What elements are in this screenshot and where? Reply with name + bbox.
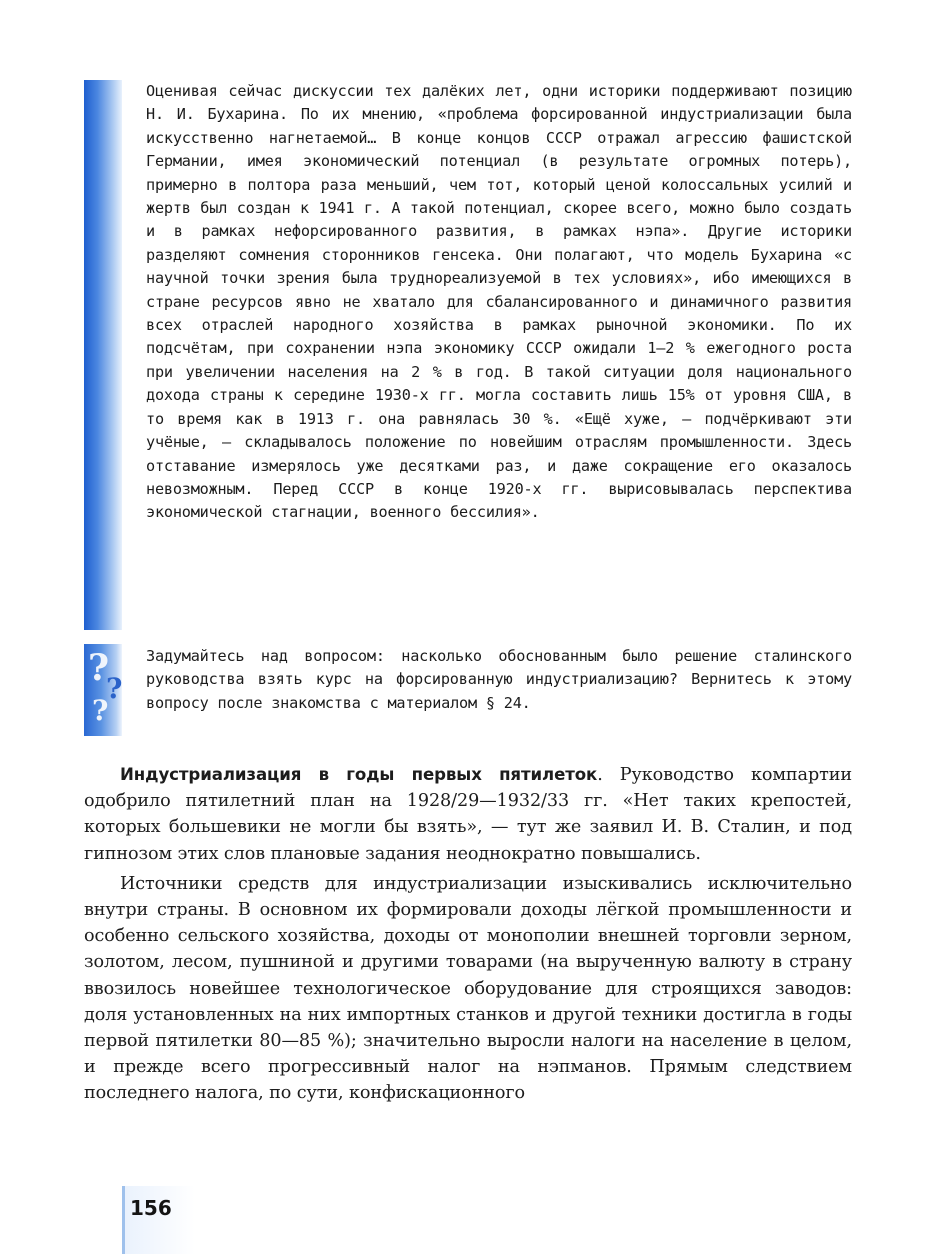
historiography-block: Оценивая сейчас дискуссии тех далёких лет, одни историки поддерживают позицию Н. И. Бухарина. По их мнению, «проблема форсированной индустриализации была искусственно нагнетаемой… В конце концов СССР отражал агрессию фашистской Германии, имея экономический потенциал (в результате огромных потерь), примерно в полтора раза меньший, чем тот, который ценой колоссальных усилий и жертв был создан к 1941 г. А такой потенциал, скорее всего, можно было создать и в рамках нефорсированного развития, в рамках нэпа». Другие историки разделяют сомнения сторонников генсека. Они полагают, что модель Бухарина «с научной точки зрения была труднореализуемой в тех условиях», ибо имеющихся в стране ресурсов явно не хватало для сбалансированного и динамичного развития всех отраслей народного хозяйства в рамках рыночной экономики. По их подсчётам, при сохранении нэпа экономику СССР ожидали 1—2 % ежегодного роста при увеличении населения на 2 % в год. В такой ситуации доля национального дохода страны к середине 1930-х гг. могла составить лишь 15% от уровня США, в то время как в 1913 г. она равнялась 30 %. «Ещё хуже, — подчёркивают эти учёные, — складывалось положение по новейшим отраслям промышленности. Здесь отставание измерялось уже десятками раз, и даже сокращение его оказалось невозможным. Перед СССР в конце 1920-х гг. вырисовывалась перспектива экономической стагнации, военного бессилия». — [146, 82, 852, 522]
paragraph-1-text: . Руководство компартии одобрило пятилетний план на 1928/29—1932/33 гг. «Нет таких крепостей, которых большевики не могли бы взять», — тут же заявил И. В. Сталин, и под гипнозом этих слов плановые задания неоднократно повышались. — [84, 765, 852, 864]
paragraph-2: Источники средств для индустриализации изыскивались исключительно внутри страны. В основном их формировали доходы лёгкой промышленности и особенно сельского хозяйства, доходы от монополии внешней торговли зерном, золотом, лесом, пушниной и другими товарами (на вырученную валюту в страну ввозилось новейшее технологическое оборудование для строящихся заводов: доля установленных на них импортных станков и другой техники достигла в годы первой пятилетки 80—85 %); значительно выросли налоги на население в целом, и прежде всего прогрессивный налог на нэпманов. Прямым следствием последнего налога, по сути, конфискационного — [84, 873, 852, 1104]
page-number: 156 — [130, 1196, 172, 1220]
question-block: Задумайтесь над вопросом: насколько обоснованным было решение сталинского руководства взять курс на форсированную индустриализацию? Вернитесь к этому вопросу после знакомства с материалом § 24. — [146, 647, 852, 712]
historiography-accent-bar — [84, 80, 122, 630]
section-heading: Индустриализация в годы первых пятилеток — [120, 765, 598, 784]
svg-text:?: ? — [88, 647, 110, 689]
paragraph-1 — [84, 762, 852, 867]
question-marks-icon — [84, 644, 132, 736]
main-text — [84, 762, 852, 1107]
svg-text:?: ? — [106, 672, 123, 705]
svg-text:?: ? — [92, 694, 109, 727]
